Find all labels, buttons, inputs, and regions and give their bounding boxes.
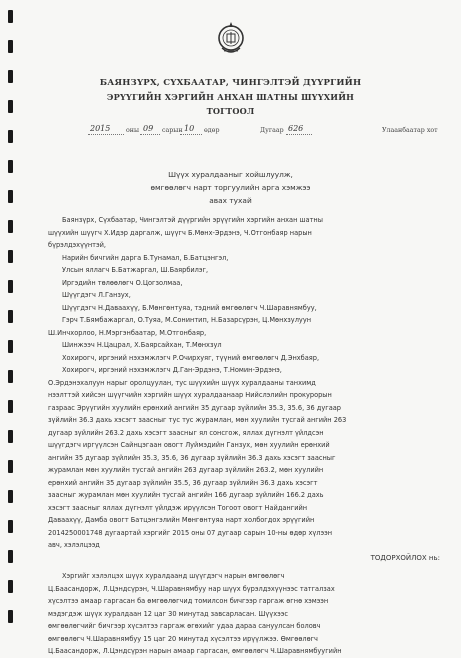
- year-field-line: [88, 134, 124, 135]
- body-line: газраас Эрүүгийн хуулийн ерөнхий ангийн 35 дугаар зүйлийн 35.3, 35.6, 36 дугаар: [48, 403, 341, 412]
- binding-hole: [8, 400, 13, 413]
- document-meta-row: [0, 124, 461, 138]
- binding-hole: [8, 460, 13, 473]
- body-line: Шүүгдэгч Л.Ганзух,: [62, 291, 131, 299]
- decree-number: 626: [288, 124, 304, 133]
- body-line: Ц.Баасандорж, Л.Цэндсүрэн, Ч.Шаравнямбуу нар шүүх бүрэлдэхүүнээс татгалзах: [48, 584, 335, 593]
- year-suffix: оны: [126, 127, 139, 134]
- court-name-line-2: ЭРҮҮГИЙН ХЭРГИЙН АНХАН ШАТНЫ ШҮҮХИЙН: [106, 92, 355, 102]
- binding-holes: [8, 8, 14, 648]
- body-line: Хохирогч, иргэний нэхэмжлэгч Р.Очирхуяг, түүний өмгөөлөгч Д.Энхбаяр,: [62, 353, 320, 362]
- body-line: Шүүгдэгч Н.Даваахүү, Б.Мөнгөнтуяа, тэдний өмгөөлөгч Ч.Шаравнямбуу,: [62, 303, 317, 312]
- body-line: шүүхийн шүүгч Х.Идэр даргалж, шүүгч Б.Мөнх-Эрдэнэ, Ч.Отгонбаяр нарын: [48, 228, 312, 237]
- binding-hole: [8, 430, 13, 443]
- body-line: Ц.Баасандорж, Л.Цэндсүрэн нарын амаар гаргасан, өмгөөлөгч Ч.Шаравнямбуугийн: [48, 647, 342, 655]
- findings-body: [48, 548, 440, 658]
- binding-hole: [8, 580, 13, 593]
- binding-hole: [8, 520, 13, 533]
- day-suffix: өдөр: [204, 127, 220, 134]
- body-line: Шинжээч Н.Цацрал, Х.Баярсайхан, Т.Мөнхзул: [62, 341, 222, 349]
- body-line: бүрэлдэхүүнтэй,: [48, 241, 107, 249]
- binding-hole: [8, 10, 13, 23]
- body-line: журамлан мөн хуулийн тусгай ангийн 263 дугаар зүйлийн 263.2, мөн хуулийн: [48, 466, 324, 474]
- binding-hole: [8, 40, 13, 53]
- body-line: Иргэдийн төлөөлөгч О.Цогзолмаа,: [62, 278, 183, 287]
- subject-line-2: өмгөөлөгч нарт торгуулийн арга хэмжээ: [150, 183, 311, 192]
- body-line: Нарийн бичгийн дарга Б.Тунамал, Б.Батцэнгэл,: [62, 253, 229, 262]
- subject-line-1: Шүүх хуралдааныг хойшлуулж,: [168, 170, 293, 179]
- body-line: дугаар зүйлийн 263.2 дахь хэсэгт заасныг ял сонсгож, яллах дүгнэлт үйлдсэн: [48, 428, 324, 437]
- binding-hole: [8, 280, 13, 293]
- year-value: 2015: [90, 124, 111, 133]
- body-line: хэсэгт заасныг яллах дүгнэлт үйлдэж ирүүлсэн Тогоот овогт Найдангийн: [48, 503, 308, 512]
- month-field-line: [140, 134, 160, 135]
- body-line: ерөнхий ангийн 35 дугаар зүйлийн 35.5, 36 дугаар зүйлийн 36.3 дахь хэсэгт: [48, 478, 318, 487]
- body-line: хүсэлтээ амаар гаргасан ба өмгөөлөгчид томилсон бичгээр гаргаж өгнө хэмээн: [48, 597, 329, 605]
- body-line: О.Эрдэнэхалуун нарыг оролцуулан, тус шүүхийн шүүх хуралдааны танхимд: [48, 378, 316, 387]
- body-line: Гэрч Т.Бямбажаргал, О.Туяа, М.Сонинтип, Н.Базарсүрэн, Ц.Мөнхзулуун: [62, 316, 312, 324]
- body-line: авч, хэлэлцээд: [48, 541, 100, 549]
- binding-hole: [8, 310, 13, 323]
- month-value: 09: [143, 124, 154, 133]
- number-label: Дугаар: [260, 127, 284, 134]
- body-line: Даваахүү, Дамба овогт Батцэнгэлийн Мөнгөнтуяа нарт холбогдох эрүүгийн: [48, 516, 315, 524]
- body-line: Хохирогч, иргэний нэхэмжлэгч Д.Ган-Эрдэнэ, Т.Номин-Эрдэнэ,: [62, 366, 282, 374]
- body-line: өмгөөлөгчийг бичгээр хүсэлтээ гаргаж өгөхийг удаа дараа сануулсан боловч: [48, 622, 321, 630]
- day-field-line: [180, 134, 202, 135]
- body-line: 2014250001748 дугаартай хэргийг 2015 оны 07 дугаар сарын 10-ны өдөр хүлээн: [48, 528, 333, 537]
- body-line: Улсын яллагч Б.Батжаргал, Ш.Баярбилэг,: [62, 266, 209, 274]
- spacer: [48, 548, 440, 570]
- binding-hole: [8, 370, 13, 383]
- subject-line-3: авах тухай: [209, 196, 252, 205]
- body-line: зүйлийн 36.3 дахь хэсэгт заасныг тус тус журамлан, мөн хуулийн тусгай ангийн 263: [48, 416, 347, 424]
- body-line: Хэргийг хэлэлцэх шүүх хуралдаанд шүүгдэгч нарын өмгөөлөгч: [62, 572, 285, 580]
- body-line: Баянзүрх, Сүхбаатар, Чингэлтэй дүүргийн эрүүгийн хэргийн анхан шатны: [62, 216, 323, 224]
- decree-body: [48, 214, 440, 552]
- body-line: нээлттэй хийсэн шүүгчийн хэргийн шүүх хуралдаанаар Нийслэлийн прокурорын: [48, 391, 332, 399]
- court-name-line-1: БАЯНЗҮРХ, СҮХБААТАР, ЧИНГЭЛТЭЙ ДҮҮРГИЙН: [99, 78, 362, 88]
- body-line: заасныг журамлан мөн хуулийн тусгай ангийн 166 дугаар зүйлийн 166.2 дахь: [48, 491, 324, 499]
- binding-hole: [8, 340, 13, 353]
- body-line: ангийн 35 дугаар зүйлийн 35.3, 35.6, 36 дугаар зүйлийн 36.3 дахь хэсэгт заасныг: [48, 453, 336, 462]
- body-line: шүүгдэгч иргүүлсэн Сайнцэгаан овогт Луймэдийн Ганзух, мөн хуулийн ерөнхий: [48, 441, 330, 449]
- body-line: өмгөөлөгч Ч.Шаравнямбуу 15 цаг 20 минутад хүсэлтээ ирүүлжээ. Өмгөөлөгч: [48, 634, 318, 643]
- body-line: мэдэгдэж шүүх хуралдаан 12 цаг 30 минутад завсарласан. Шүүхээс: [48, 609, 288, 618]
- binding-hole: [8, 220, 13, 233]
- number-field-line: [286, 134, 312, 135]
- month-suffix: сарын: [162, 127, 183, 134]
- body-line: Ш.Инчхорлоо, Н.Мэргэнбаатар, М.Отгонбаяр,: [48, 328, 207, 337]
- document-type-title: ТОГТООЛ: [206, 106, 255, 116]
- binding-hole: [8, 610, 13, 623]
- binding-hole: [8, 250, 13, 263]
- binding-hole: [8, 490, 13, 503]
- day-value: 10: [184, 124, 195, 133]
- city-name: Улаанбаатар хот: [382, 127, 438, 134]
- section-title: ТОДОРХОЙЛОХ нь:: [370, 554, 440, 562]
- state-emblem-icon: [216, 18, 246, 58]
